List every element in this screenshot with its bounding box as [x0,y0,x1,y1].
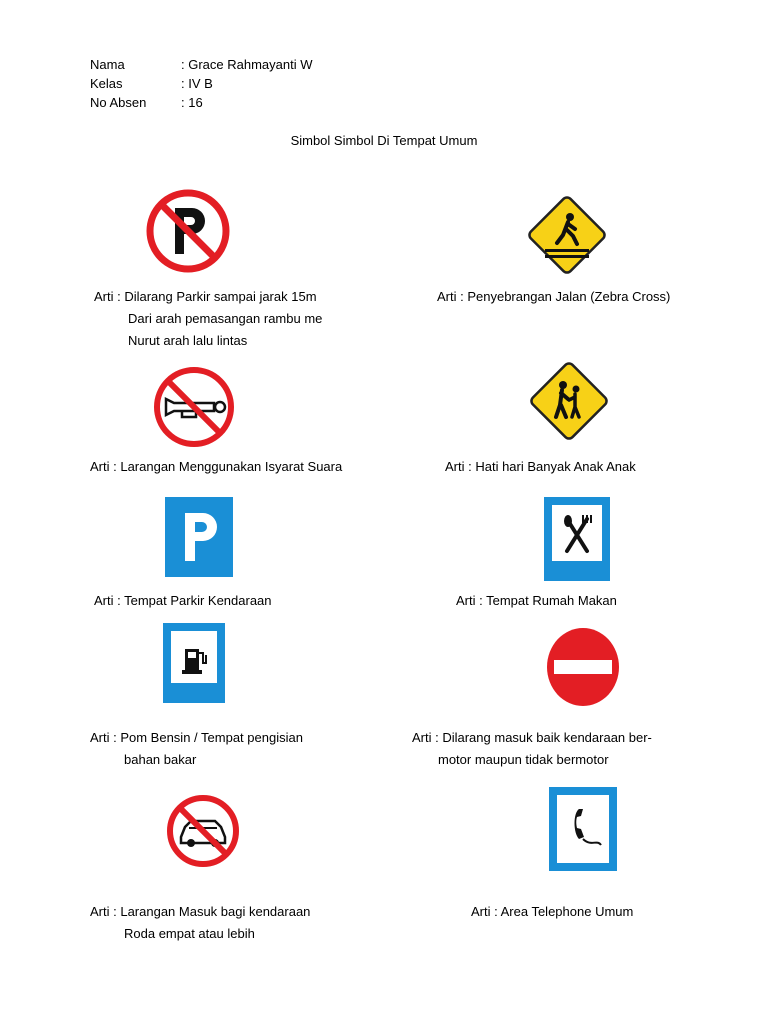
sign-9-line-2: Roda empat atau lebih [124,926,255,941]
restaurant-icon [544,497,610,581]
absen-label: No Absen [90,95,147,110]
no-horn-icon [152,365,236,449]
sign-5-line-1: Arti : Tempat Parkir Kendaraan [94,593,272,608]
kelas-label: Kelas [90,76,123,91]
sign-1-line-2: Dari arah pemasangan rambu me [128,311,323,326]
sign-7-line-1: Arti : Pom Bensin / Tempat pengisian [90,730,303,745]
sign-10-line-1: Arti : Area Telephone Umum [471,904,634,919]
page-title: Simbol Simbol Di Tempat Umum [290,133,478,148]
sign-3-line-1: Arti : Larangan Menggunakan Isyarat Suara [90,459,343,474]
nama-label: Nama [90,57,125,72]
sign-7-line-2: bahan bakar [124,752,197,767]
no-entry-icon [546,627,620,707]
sign-9-line-1: Arti : Larangan Masuk bagi kendaraan [90,904,311,919]
parking-icon [165,497,233,577]
sign-8-line-2: motor maupun tidak bermotor [438,752,609,767]
pedestrian-crossing-icon [521,189,613,281]
telephone-icon [549,787,617,871]
gas-station-icon [163,623,225,703]
sign-2-line-1: Arti : Penyebrangan Jalan (Zebra Cross) [437,289,671,304]
sign-1-line-3: Nurut arah lalu lintas [128,333,248,348]
no-car-icon [165,793,241,869]
sign-8-line-1: Arti : Dilarang masuk baik kendaraan ber- [412,730,652,745]
no-parking-icon [145,188,231,274]
sign-1-line-1: Arti : Dilarang Parkir sampai jarak 15m [94,289,317,304]
nama-value: : Grace Rahmayanti W [181,57,313,72]
children-crossing-icon [523,355,615,447]
kelas-value: : IV B [181,76,213,91]
sign-4-line-1: Arti : Hati hari Banyak Anak Anak [445,459,636,474]
absen-value: : 16 [181,95,203,110]
sign-6-line-1: Arti : Tempat Rumah Makan [456,593,617,608]
